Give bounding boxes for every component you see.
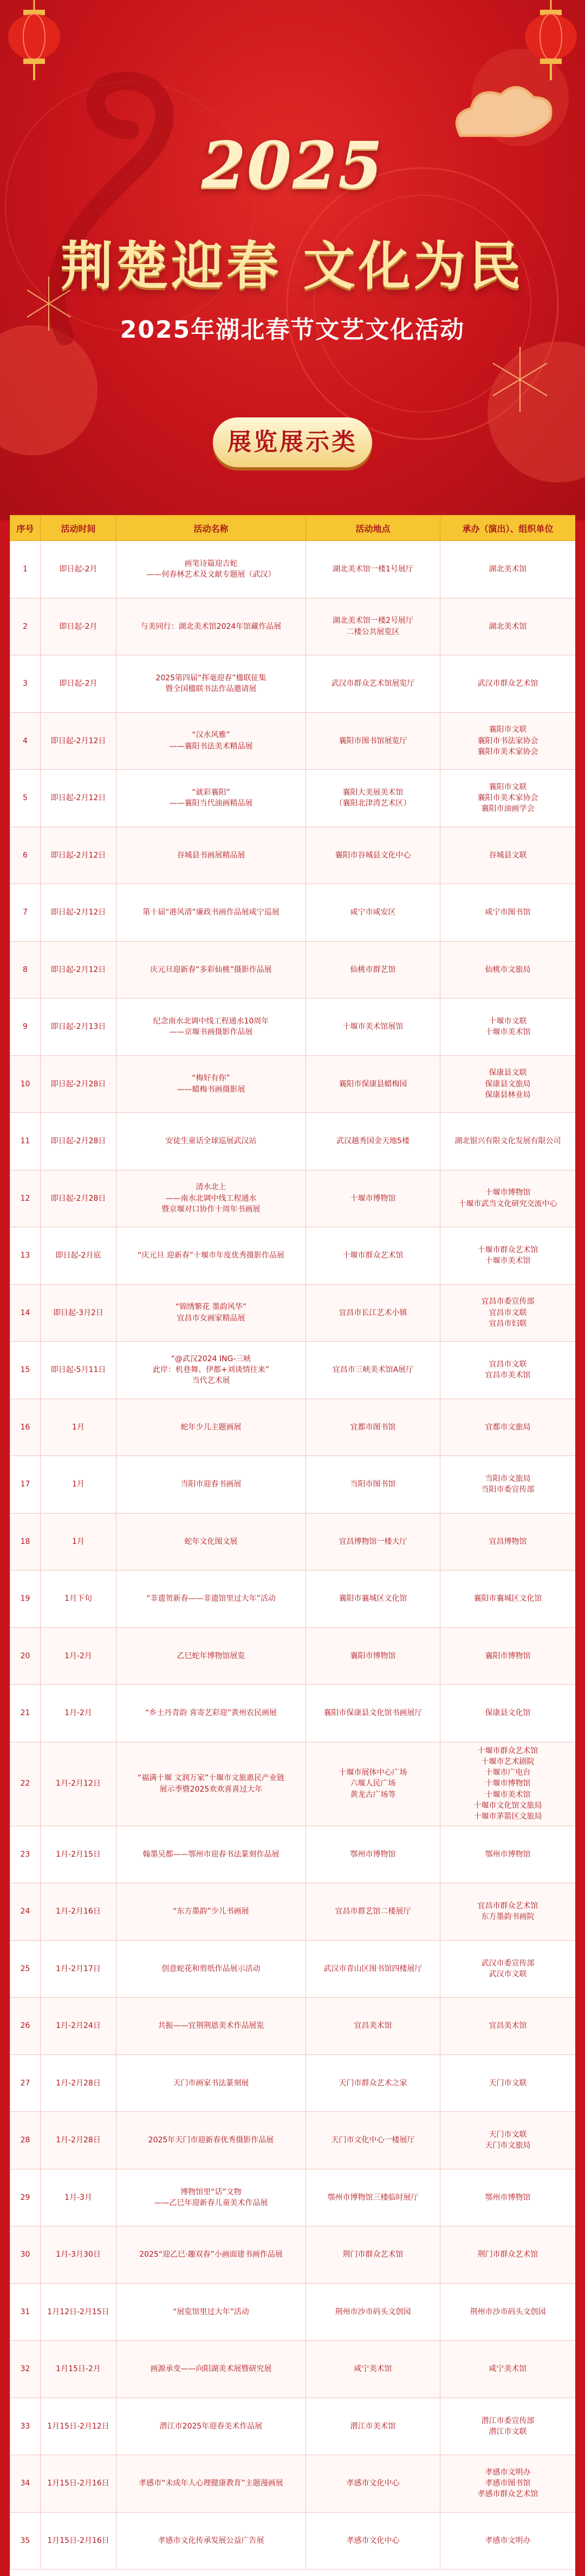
table-row xyxy=(10,2398,576,2455)
table-row xyxy=(10,1113,576,1170)
table-row xyxy=(10,541,576,598)
cell-time: 1月15日-2月16日 xyxy=(41,2455,116,2513)
cell-no: 35 xyxy=(10,2512,41,2569)
cell-place: 襄阳市襄城区文化馆 xyxy=(306,1570,440,1628)
cell-organizer: 襄阳市襄城区文化馆 xyxy=(440,1570,576,1628)
cell-name: 与美同行：湖北美术馆2024年馆藏作品展 xyxy=(116,598,306,655)
cell-no: 15 xyxy=(10,1342,41,1399)
cell-organizer: 宜昌美术馆 xyxy=(440,1998,576,2055)
cell-organizer: 湖北美术馆 xyxy=(440,598,576,655)
cell-organizer: 十堰市群众艺术馆 十堰市美术馆 xyxy=(440,1227,576,1285)
cell-no: 14 xyxy=(10,1284,41,1342)
header-organizer: 承办（演出）、组织单位 xyxy=(440,516,576,541)
cell-place: 宜昌市长江艺术小镇 xyxy=(306,1284,440,1342)
cell-no: 5 xyxy=(10,770,41,827)
cell-name: “乡土丹青韵 喜寄艺彩迎”黄州农民画展 xyxy=(116,1685,306,1742)
cell-organizer: 鄂州市博物馆 xyxy=(440,1826,576,1883)
cell-name: 孝感市文化传承发展公益广告展 xyxy=(116,2512,306,2569)
cell-time: 1月-2月17日 xyxy=(41,1940,116,1998)
table-row xyxy=(10,1342,576,1399)
cell-name: 孝感市“未成年人心理健康教育”主题漫画展 xyxy=(116,2455,306,2513)
cell-time: 1月-3月 xyxy=(41,2169,116,2226)
cell-organizer: 武汉市委宣传部 武汉市文联 xyxy=(440,1940,576,1998)
cell-place: 孝感市文化中心 xyxy=(306,2512,440,2569)
cell-organizer: 潜江市委宣传部 潜江市文联 xyxy=(440,2398,576,2455)
cell-organizer: 保康县文化馆 xyxy=(440,1685,576,1742)
cell-place: 宜昌市群艺馆二楼展厅 xyxy=(306,1883,440,1941)
cell-no: 21 xyxy=(10,1685,41,1742)
cell-place: 宜昌市三峡美术馆A展厅 xyxy=(306,1342,440,1399)
cell-place: 天门市文化中心一楼展厅 xyxy=(306,2112,440,2169)
table-row xyxy=(10,1883,576,1941)
cell-no: 34 xyxy=(10,2455,41,2513)
table-row xyxy=(10,770,576,827)
cell-name: “梅好有你” ——蜡梅书画摄影展 xyxy=(116,1055,306,1113)
fan-decoration xyxy=(487,342,585,482)
cell-name: 庆元旦迎新春“多彩仙桃”摄影作品展 xyxy=(116,941,306,999)
section-badge: 展览展示类 xyxy=(213,417,372,467)
cell-place: 襄阳市保康县蜡梅园 xyxy=(306,1055,440,1113)
cell-no: 7 xyxy=(10,884,41,942)
cell-name: “庆元旦 迎新春”十堰市年度优秀摄影作品展 xyxy=(116,1227,306,1285)
cell-organizer: 湖北美术馆 xyxy=(440,541,576,598)
cell-name: 纪念南水北调中线工程通水10周年 ——京堰书画摄影作品展 xyxy=(116,999,306,1056)
cell-organizer: 湖北银兴有限文化发展有限公司 xyxy=(440,1113,576,1170)
cell-place: 襄阳市图书馆展览厅 xyxy=(306,712,440,770)
table-row xyxy=(10,941,576,999)
table-row xyxy=(10,2055,576,2112)
hero-banner xyxy=(0,0,585,520)
cell-place: 宜昌美术馆 xyxy=(306,1998,440,2055)
cell-name: 2025年天门市迎新春优秀摄影作品展 xyxy=(116,2112,306,2169)
cell-place: 十堰市美术馆展馆 xyxy=(306,999,440,1056)
table-row xyxy=(10,1513,576,1570)
table-row xyxy=(10,2283,576,2341)
table-row xyxy=(10,1998,576,2055)
cell-time: 1月15日-2月16日 xyxy=(41,2512,116,2569)
cell-time: 1月15日-2月12日 xyxy=(41,2398,116,2455)
cell-place: 鄂州市博物馆 xyxy=(306,1826,440,1883)
cell-no: 18 xyxy=(10,1513,41,1570)
cell-time: 即日起-2月 xyxy=(41,541,116,598)
cell-time: 1月-2月28日 xyxy=(41,2112,116,2169)
table-row xyxy=(10,1685,576,1742)
cell-place: 仙桃市群艺馆 xyxy=(306,941,440,999)
cell-name: “非遗贺新春——非遗馆里过大年”活动 xyxy=(116,1570,306,1628)
cell-time: 1月-3月30日 xyxy=(41,2226,116,2284)
table-row xyxy=(10,1055,576,1113)
cell-organizer: 襄阳市文联 襄阳市美术家协会 襄阳市油画学会 xyxy=(440,770,576,827)
cell-time: 即日起-2月28日 xyxy=(41,1055,116,1113)
cell-organizer: 保康县文联 保康县文旅局 保康县林业局 xyxy=(440,1055,576,1113)
cell-time: 1月 xyxy=(41,1513,116,1570)
cell-no: 9 xyxy=(10,999,41,1056)
cell-time: 即日起-2月28日 xyxy=(41,1170,116,1227)
cell-no: 10 xyxy=(10,1055,41,1113)
cell-no: 24 xyxy=(10,1883,41,1941)
cell-organizer: 咸宁市图书馆 xyxy=(440,884,576,942)
lantern-right-icon xyxy=(521,0,581,81)
cell-time: 即日起-2月12日 xyxy=(41,770,116,827)
cell-organizer: 十堰市博物馆 十堰市武当文化研究交流中心 xyxy=(440,1170,576,1227)
cell-place: 十堰市展体中心广场 六堰人民广场 黄龙古广场等 xyxy=(306,1742,440,1826)
cell-name: 画笔诗篇迎吉蛇 ——何春林艺术及文献专题展（武汉） xyxy=(116,541,306,598)
table-row xyxy=(10,2455,576,2513)
cell-place: 武汉越秀国金天地5楼 xyxy=(306,1113,440,1170)
cell-name: 画源承变——向阳湖美术展暨研究展 xyxy=(116,2341,306,2398)
cell-place: 荆门市群众艺术馆 xyxy=(306,2226,440,2284)
cell-organizer: 宜昌市委宣传部 宜昌市文联 宜昌市妇联 xyxy=(440,1284,576,1342)
cell-time: 1月-2月12日 xyxy=(41,1742,116,1826)
table-row xyxy=(10,655,576,713)
cell-name: 2025第四届“挥毫迎春”楹联征集 暨全国楹联书法作品邀请展 xyxy=(116,655,306,713)
cell-name: 清水北上 ——南水北调中线工程通水 暨京堰对口协作十周年书画展 xyxy=(116,1170,306,1227)
cell-no: 32 xyxy=(10,2341,41,2398)
lantern-left-icon xyxy=(4,0,64,81)
table-row xyxy=(10,884,576,942)
cell-name: “福满十堰 文润万家”十堰市文旅惠民产业链 展示季暨2025欢欢喜喜过大年 xyxy=(116,1742,306,1826)
page-subtitle: 2025年湖北春节文艺文化活动 xyxy=(120,316,465,344)
cell-time: 即日起-2月12日 xyxy=(41,884,116,942)
cell-no: 30 xyxy=(10,2226,41,2284)
cell-organizer: 谷城县文联 xyxy=(440,827,576,884)
cell-time: 即日起-2月28日 xyxy=(41,1113,116,1170)
cell-name: 安徒生童话全球巡展武汉站 xyxy=(116,1113,306,1170)
cell-time: 即日起-5月11日 xyxy=(41,1342,116,1399)
cell-place: 十堰市博物馆 xyxy=(306,1170,440,1227)
cell-name: 第十届“港风清”廉政书画作品展咸宁巡展 xyxy=(116,884,306,942)
cell-organizer: 天门市文联 天门市文旅局 xyxy=(440,2112,576,2169)
cell-place: 宜都市图书馆 xyxy=(306,1399,440,1456)
cell-no: 17 xyxy=(10,1456,41,1514)
cell-organizer: 鄂州市博物馆 xyxy=(440,2169,576,2226)
cell-no: 23 xyxy=(10,1826,41,1883)
cell-time: 1月 xyxy=(41,1456,116,1514)
cell-organizer: 宜昌博物馆 xyxy=(440,1513,576,1570)
table-row xyxy=(10,2112,576,2169)
header-no: 序号 xyxy=(10,516,41,541)
cell-name: “展览馆里过大年”活动 xyxy=(116,2283,306,2341)
cell-place: 武汉市群众艺术馆展览厅 xyxy=(306,655,440,713)
table-row xyxy=(10,1170,576,1227)
cell-no: 20 xyxy=(10,1627,41,1685)
cell-no: 28 xyxy=(10,2112,41,2169)
cell-no: 16 xyxy=(10,1399,41,1456)
cell-organizer: 襄阳市博物馆 xyxy=(440,1627,576,1685)
cell-no: 4 xyxy=(10,712,41,770)
cell-organizer: 咸宁美术馆 xyxy=(440,2341,576,2398)
cell-no: 27 xyxy=(10,2055,41,2112)
activity-table-card xyxy=(10,515,575,2576)
cell-name: 潜江市2025年迎春美术作品展 xyxy=(116,2398,306,2455)
cell-time: 即日起-2月 xyxy=(41,598,116,655)
cell-time: 1月12日-2月15日 xyxy=(41,2283,116,2341)
cell-place: 孝感市文化中心 xyxy=(306,2455,440,2513)
cell-name: 当阳市迎春书画展 xyxy=(116,1456,306,1514)
table-row xyxy=(10,598,576,655)
cell-time: 1月15日-2月 xyxy=(41,2341,116,2398)
table-row xyxy=(10,2226,576,2284)
cell-name: “东方墨韵”少儿书画展 xyxy=(116,1883,306,1941)
cell-organizer: 孝感市文明办 孝感市图书馆 孝感市群众艺术馆 xyxy=(440,2455,576,2513)
cell-place: 武汉市青山区图书馆四楼展厅 xyxy=(306,1940,440,1998)
cell-organizer: 当阳市文旅局 当阳市委宣传部 xyxy=(440,1456,576,1514)
cell-time: 即日起-2月12日 xyxy=(41,941,116,999)
cell-place: 十堰市群众艺术馆 xyxy=(306,1227,440,1285)
cell-time: 即日起-2月12日 xyxy=(41,827,116,884)
cell-place: 鄂州市博物馆三楼临时展厅 xyxy=(306,2169,440,2226)
cell-place: 襄阳市保康县文化馆书画展厅 xyxy=(306,1685,440,1742)
cell-time: 1月 xyxy=(41,1399,116,1456)
cell-time: 1月下旬 xyxy=(41,1570,116,1628)
table-row xyxy=(10,999,576,1056)
cell-place: 湖北美术馆一楼2号展厅 二楼公共展览区 xyxy=(306,598,440,655)
cell-place: 潜江市美术馆 xyxy=(306,2398,440,2455)
cell-no: 2 xyxy=(10,598,41,655)
slogan-title: 荆楚迎春 文化为民 xyxy=(61,235,524,297)
cell-no: 1 xyxy=(10,541,41,598)
cell-time: 1月-2月 xyxy=(41,1685,116,1742)
cell-name: 天门市画家书法篆刻展 xyxy=(116,2055,306,2112)
cell-organizer: 仙桃市文旅局 xyxy=(440,941,576,999)
table-header-row xyxy=(10,516,576,541)
cell-organizer: 荆门市群众艺术馆 xyxy=(440,2226,576,2284)
cell-organizer: 荆州市沙市码头文创园 xyxy=(440,2283,576,2341)
cell-place: 襄阳大美展美术馆 （襄阳北津湾艺术区） xyxy=(306,770,440,827)
cell-no: 19 xyxy=(10,1570,41,1628)
fan-decoration xyxy=(0,325,98,455)
cell-time: 1月-2月 xyxy=(41,1627,116,1685)
cell-name: 创意蛇花和剪纸作品展示活动 xyxy=(116,1940,306,1998)
table-row xyxy=(10,1940,576,1998)
cell-place: 荆州市沙市码头文创园 xyxy=(306,2283,440,2341)
cell-no: 31 xyxy=(10,2283,41,2341)
cell-place: 襄阳市谷城县文化中心 xyxy=(306,827,440,884)
cell-name: “就彩襄阳” ——襄阳当代油画精品展 xyxy=(116,770,306,827)
cell-name: “汉水风雅” ——襄阳书法美术精品展 xyxy=(116,712,306,770)
cell-no: 29 xyxy=(10,2169,41,2226)
header-time: 活动时间 xyxy=(41,516,116,541)
cell-time: 1月-2月24日 xyxy=(41,1998,116,2055)
cell-organizer: 孝感市文明办 xyxy=(440,2512,576,2569)
cell-time: 即日起-2月 xyxy=(41,655,116,713)
cell-time: 即日起-2月13日 xyxy=(41,999,116,1056)
cell-time: 即日起-2月底 xyxy=(41,1227,116,1285)
table-row xyxy=(10,1826,576,1883)
cell-name: 共振——宜荆荆恩美术作品展览 xyxy=(116,1998,306,2055)
cell-time: 1月-2月16日 xyxy=(41,1883,116,1941)
cell-no: 8 xyxy=(10,941,41,999)
cell-no: 25 xyxy=(10,1940,41,1998)
cell-place: 当阳市图书馆 xyxy=(306,1456,440,1514)
cell-time: 1月-2月28日 xyxy=(41,2055,116,2112)
cell-no: 12 xyxy=(10,1170,41,1227)
cell-no: 26 xyxy=(10,1998,41,2055)
cell-place: 襄阳市博物馆 xyxy=(306,1627,440,1685)
table-row xyxy=(10,1399,576,1456)
cell-organizer: 宜昌市群众艺术馆 东方墨韵书画院 xyxy=(440,1883,576,1941)
table-row xyxy=(10,712,576,770)
cell-place: 天门市群众艺术之家 xyxy=(306,2055,440,2112)
cell-name: 博物馆里“话”文物 ——乙巳年迎新春儿童美术作品展 xyxy=(116,2169,306,2226)
cell-time: 即日起-3月2日 xyxy=(41,1284,116,1342)
cell-organizer: 十堰市文联 十堰市美术馆 xyxy=(440,999,576,1056)
cell-place: 宜昌博物馆一楼大厅 xyxy=(306,1513,440,1570)
cell-place: 湖北美术馆一楼1号展厅 xyxy=(306,541,440,598)
table-row xyxy=(10,1227,576,1285)
table-row xyxy=(10,1627,576,1685)
cell-name: 谷城县书画展精品展 xyxy=(116,827,306,884)
header-name: 活动名称 xyxy=(116,516,306,541)
cell-no: 6 xyxy=(10,827,41,884)
table-row xyxy=(10,2341,576,2398)
cell-organizer: 天门市文联 xyxy=(440,2055,576,2112)
table-row xyxy=(10,827,576,884)
cell-organizer: 宜都市文旅局 xyxy=(440,1399,576,1456)
cell-name: “锦绣繁花 墨韵风华” 宜昌市女画家精品展 xyxy=(116,1284,306,1342)
table-row xyxy=(10,2169,576,2226)
cell-place: 咸宁美术馆 xyxy=(306,2341,440,2398)
cell-organizer: 十堰市群众艺术馆 十堰市艺术剧院 十堰市广电台 十堰市博物馆 十堰市美术馆 十堰市文化馆文旅局 十堰市茅箭区文旅局 xyxy=(440,1742,576,1826)
cell-no: 3 xyxy=(10,655,41,713)
cell-name: 乙巳蛇年博物馆展览 xyxy=(116,1627,306,1685)
year-title: 2025 xyxy=(201,127,384,203)
cell-organizer: 宜昌市文联 宜昌市美术馆 xyxy=(440,1342,576,1399)
cell-name: “@武汉2024 ING-三峡 此岸：机巷舞、伊都+刘谈情往来” 当代艺术展 xyxy=(116,1342,306,1399)
cell-organizer: 武汉市群众艺术馆 xyxy=(440,655,576,713)
table-row xyxy=(10,1570,576,1628)
activity-table xyxy=(10,515,575,2569)
table-row xyxy=(10,1456,576,1514)
cell-time: 1月-2月15日 xyxy=(41,1826,116,1883)
cell-no: 33 xyxy=(10,2398,41,2455)
cell-organizer: 襄阳市文联 襄阳市书法家协会 襄阳市美术家协会 xyxy=(440,712,576,770)
cell-no: 13 xyxy=(10,1227,41,1285)
header-place: 活动地点 xyxy=(306,516,440,541)
cell-place: 咸宁市咸安区 xyxy=(306,884,440,942)
table-row xyxy=(10,1284,576,1342)
cell-time: 即日起-2月12日 xyxy=(41,712,116,770)
cell-name: 蛇年少儿主题画展 xyxy=(116,1399,306,1456)
cell-name: 2025“迎乙巳·趣双春”小画面建书画作品展 xyxy=(116,2226,306,2284)
table-row xyxy=(10,1742,576,1826)
cell-name: 翰墨吴都——鄂州市迎春书法篆刻作品展 xyxy=(116,1826,306,1883)
cell-no: 11 xyxy=(10,1113,41,1170)
cell-name: 蛇年文化图文展 xyxy=(116,1513,306,1570)
cell-no: 22 xyxy=(10,1742,41,1826)
table-row xyxy=(10,2512,576,2569)
